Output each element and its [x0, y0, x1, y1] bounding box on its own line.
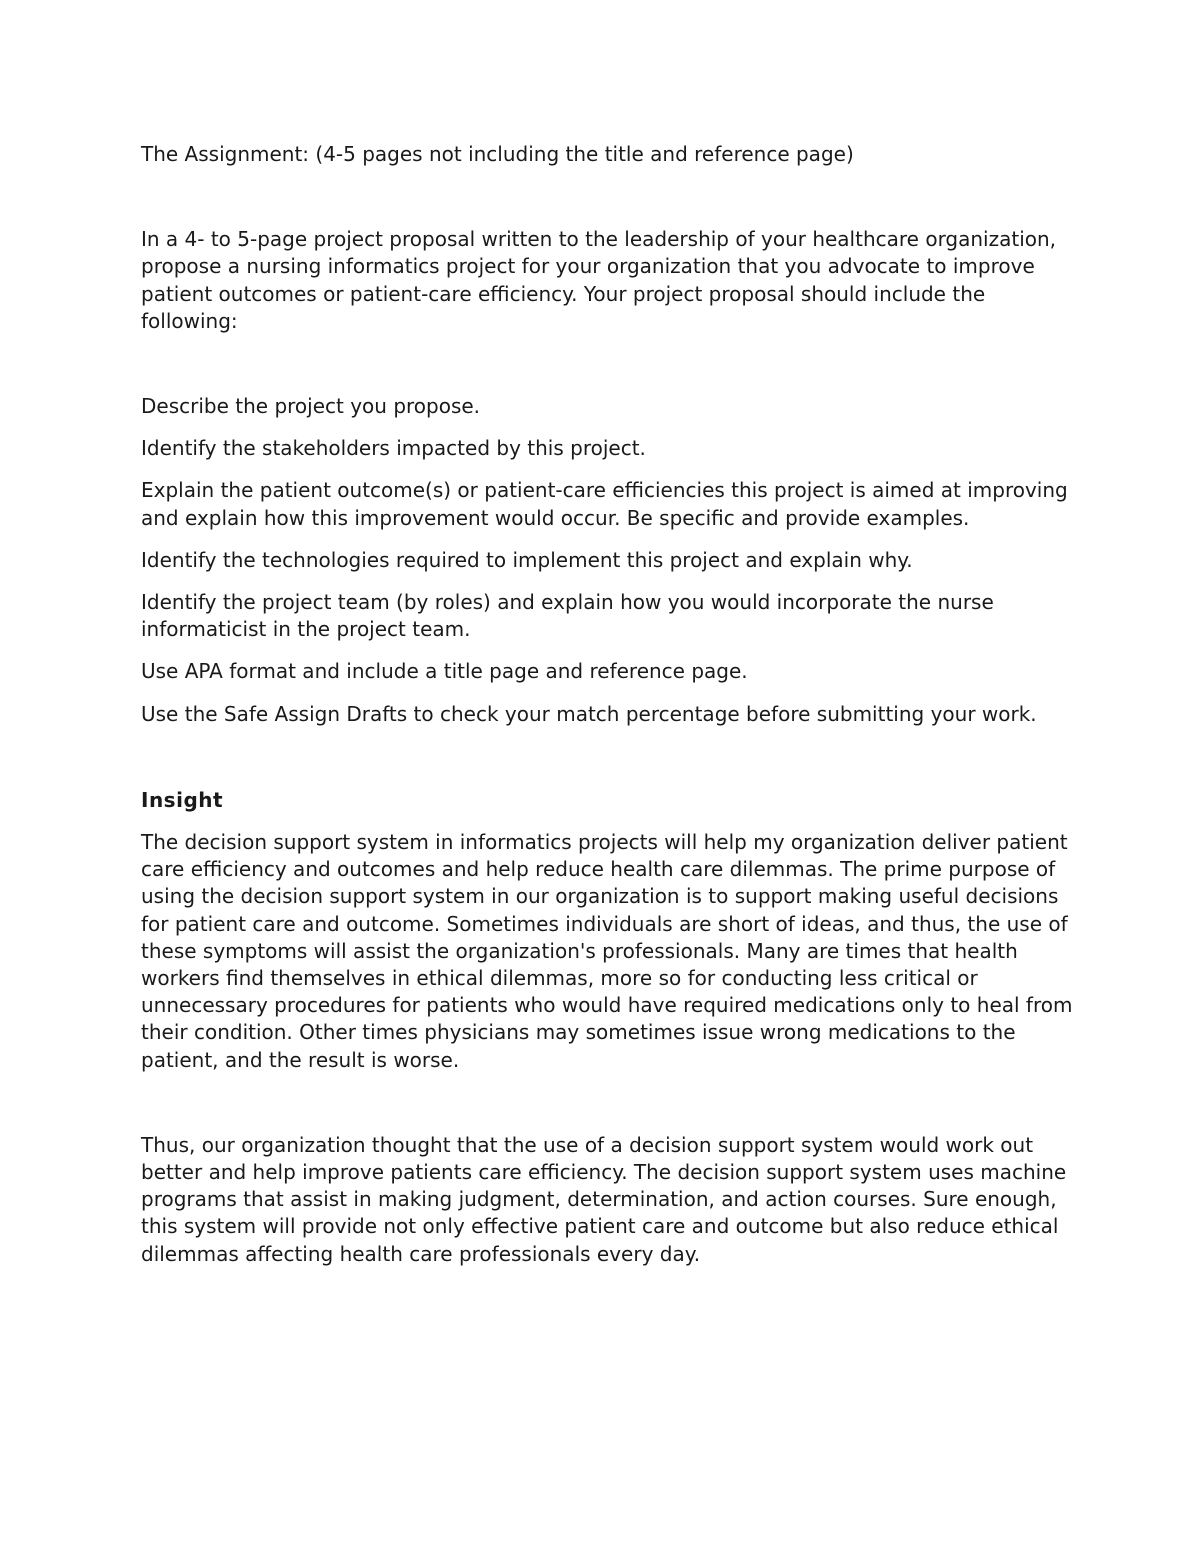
requirement-item: Identify the project team (by roles) and explain how you would incorporate the nurse informaticist in the project team.	[141, 590, 994, 642]
insight-paragraph: Thus, our organization thought that the use of a decision support system would work out better and help improve patients care efficiency. The decision support system uses machine programs that assist in making judgment, determination, and action courses. Sure enough, this system will provide not only effective patient care and outcome but also reduce ethical dilemmas affecting health care professionals every day.	[141, 1132, 1067, 1266]
requirements-list	[141, 393, 1076, 728]
insight-heading: Insight	[141, 787, 224, 812]
requirement-item: Identify the stakeholders impacted by this project.	[141, 436, 646, 461]
requirement-item: Explain the patient outcome(s) or patient-care efficiencies this project is aimed at improving and explain how this improvement would occur. Be specific and provide examples.	[141, 478, 1068, 530]
requirement-item: Use the Safe Assign Drafts to check your match percentage before submitting your work.	[141, 701, 1037, 726]
assignment-heading: The Assignment: (4-5 pages not including the title and reference page)	[141, 142, 854, 166]
requirement-item: Describe the project you propose.	[141, 394, 481, 419]
insight-paragraph: The decision support system in informatics projects will help my organization deliver patient care efficiency and outcomes and help reduce health care dilemmas. The prime purpose of using the decision support system in our organization is to support making useful decisions for patient care and outcome. Sometimes individuals are short of ideas, and thus, the use of these symptoms will assist the organization's professionals. Many are times that health workers find themselves in ethical dilemmas, more so for conducting less critical or unnecessary procedures for patients who would have required medications only to heal from their condition. Other times physicians may sometimes issue wrong medications to the patient, and the result is worse.	[141, 830, 1073, 1072]
assignment-intro: In a 4- to 5-page project proposal written to the leadership of your healthcare organization, propose a nursing informatics project for your organization that you advocate to improve patient outcomes or patient-care efficiency. Your project proposal should include the following:	[141, 227, 1057, 333]
requirement-item: Use APA format and include a title page and reference page.	[141, 659, 748, 684]
requirement-item: Identify the technologies required to implement this project and explain why.	[141, 547, 913, 572]
document-body	[141, 141, 1076, 1268]
